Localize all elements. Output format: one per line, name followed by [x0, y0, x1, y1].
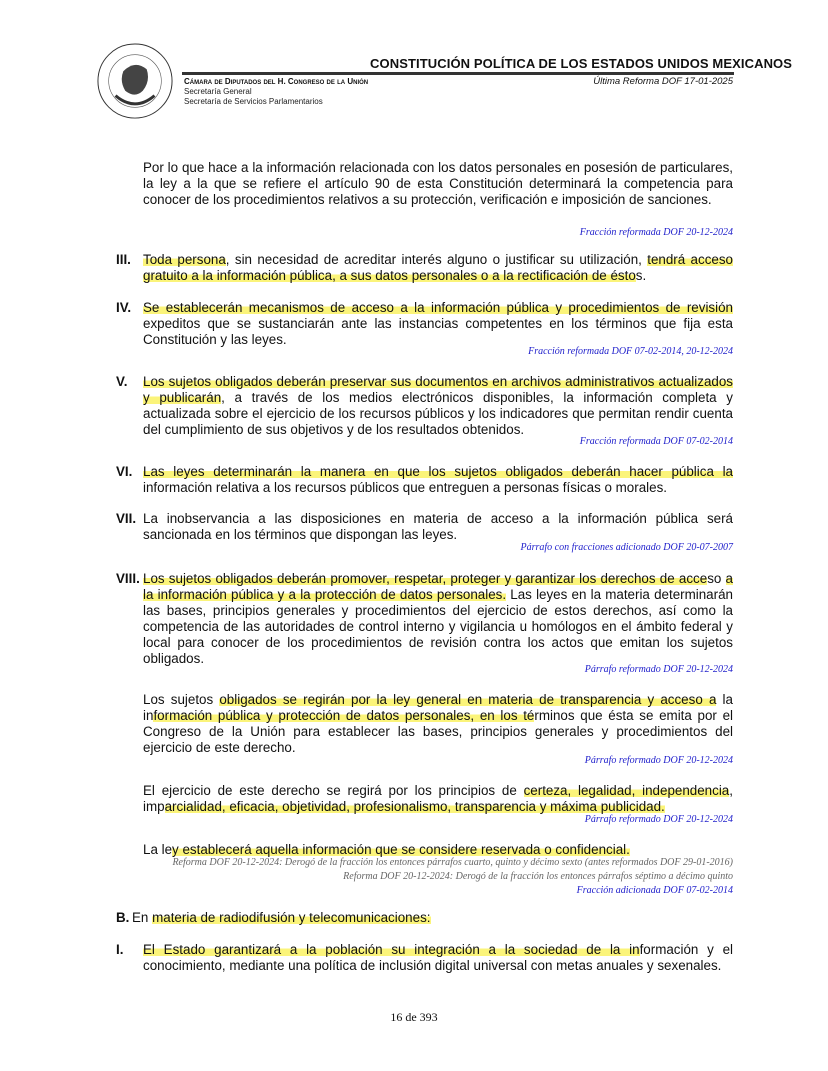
highlighted-text: certeza, legalidad, independencia — [523, 783, 730, 798]
last-reform-date: Última Reforma DOF 17-01-2025 — [593, 76, 733, 87]
highlighted-text: Las leyes determinarán la manera en que los sujetos obligados deberán hacer pública la — [143, 464, 733, 479]
fraction-number: III. — [116, 252, 131, 267]
fraction-number: I. — [116, 942, 124, 957]
highlighted-text: Toda persona — [143, 252, 226, 267]
highlighted-text: Los sujetos obligados deberán preservar sus documentos en archivos administrativos actualizados y publicarán — [143, 374, 733, 405]
mexican-coat-of-arms-seal — [96, 42, 174, 120]
text-segment: s. — [635, 268, 647, 283]
reform-note: Fracción adicionada DOF 07-02-2014 — [576, 885, 733, 896]
highlighted-text: formación pública y protección de datos personales, en los té — [153, 708, 535, 723]
text-segment: Los sujetos — [143, 692, 220, 707]
reform-note: Párrafo reformado DOF 20-12-2024 — [584, 755, 733, 766]
fraction-number: B. — [116, 910, 130, 925]
paragraph — [143, 160, 733, 208]
text-segment: la in — [143, 692, 733, 723]
fraction-number: VIII. — [116, 571, 140, 586]
reform-note: Fracción reformada DOF 07-02-2014 — [579, 436, 733, 447]
reform-note: Párrafo con fracciones adicionado DOF 20-07-2007 — [520, 542, 733, 553]
text-segment: Las leyes en la materia determinarán las bases, principios generales y procedimientos del ejercicio de estos derechos, así como la competencia de las autoridades de control interno y vigilancia u homólogos en el ámbito federal y local para conocer de los procedimientos de revisión contra los actos que emitan los sujetos obligados. — [143, 587, 733, 666]
text-segment: , a través de los medios electrónicos disponibles, la información completa y actualizada sobre el ejercicio de los recursos públicos y los indicadores que permitan rendir cuenta del cumplimiento de sus objetivos y de los resultados obtenidos. — [143, 390, 733, 437]
secretaria-general: Secretaría General — [184, 87, 252, 96]
fraction-number: V. — [116, 374, 128, 389]
paragraph — [143, 374, 733, 438]
reform-note: Párrafo reformado DOF 20-12-2024 — [584, 664, 733, 675]
highlighted-text: Los sujetos obligados deberán promover, respetar, proteger y garantizar los derechos de acce — [143, 571, 708, 586]
highlighted-text: a la información pública y a la protección de datos personales. — [143, 571, 733, 602]
document-title: CONSTITUCIÓN POLÍTICA DE LOS ESTADOS UNIDOS MEXICANOS — [370, 56, 793, 71]
paragraph — [132, 910, 733, 926]
paragraph — [143, 511, 733, 543]
text-segment: La le — [143, 842, 173, 857]
chamber-name: Cámara de Diputados del H. Congreso de la Unión — [184, 77, 369, 86]
text-segment: so — [707, 571, 726, 586]
text-segment: rminos que ésta se emita por el Congreso de la Unión para establecer las bases, principios generales y procedimientos del ejercicio de este derecho. — [143, 708, 733, 755]
fraction-number: VI. — [116, 464, 133, 479]
paragraph — [143, 464, 733, 496]
highlighted-text: y establecerá aquella información que se considere reservada o confidencial. — [172, 842, 630, 857]
text-segment: , sin necesidad de acreditar interés alguno o justificar su utilización, — [225, 252, 648, 267]
paragraph — [143, 252, 733, 284]
highlighted-text: arcialidad, eficacia, objetividad, profesionalismo, transparencia y máxima publicidad. — [164, 799, 665, 814]
page-number: 16 de 393 — [390, 1010, 438, 1024]
text-segment: La inobservancia a las disposiciones en materia de acceso a la información pública será sancionada en los términos que dispongan las leyes. — [143, 511, 733, 542]
text-segment: En — [132, 910, 153, 925]
text-segment: expeditos que se sustanciarán ante las instancias competentes en los términos que fija esta Constitución y las leyes. — [143, 316, 733, 347]
text-segment: formación y el conocimiento, mediante una política de inclusión digital universal con metas anuales y sexenales. — [143, 942, 733, 973]
paragraph — [143, 942, 733, 974]
reform-note: Reforma DOF 20-12-2024: Derogó de la fracción los entonces párrafos séptimo a décimo quinto — [343, 871, 733, 882]
text-segment: información relativa a los recursos públicos que entreguen a personas físicas o morales. — [143, 480, 667, 495]
reform-note: Fracción reformada DOF 07-02-2014, 20-12-2024 — [528, 346, 733, 357]
text-segment: El ejercicio de este derecho se regirá por los principios de — [143, 783, 524, 798]
paragraph — [143, 300, 733, 348]
paragraph — [143, 692, 733, 756]
reform-note: Reforma DOF 20-12-2024: Derogó de la fracción los entonces párrafos cuarto, quinto y décimo sexto (antes reformados DOF 29-01-2016) — [172, 857, 733, 868]
secretaria-servicios: Secretaría de Servicios Parlamentarios — [184, 97, 323, 106]
fraction-number: IV. — [116, 300, 132, 315]
header-rule — [182, 72, 734, 75]
paragraph — [143, 783, 733, 815]
text-segment: , imp — [143, 783, 733, 814]
paragraph — [143, 571, 733, 667]
fraction-number: VII. — [116, 511, 137, 526]
highlighted-text: obligados se regirán por la ley general en materia de transparencia y acceso a — [219, 692, 717, 707]
text-segment: Por lo que hace a la información relacionada con los datos personales en posesión de particulares, la ley a la que se refiere el artículo 90 de esta Constitución determinará la competencia para conocer de los procedimientos relativos a su protección, verificación e imposición de sanciones. — [143, 160, 733, 207]
highlighted-text: Se establecerán mecanismos de acceso a la información pública y procedimientos de revisión — [143, 300, 733, 315]
highlighted-text: El Estado garantizará a la población su integración a la sociedad de la in — [143, 942, 640, 957]
highlighted-text: tendrá acceso gratuito a la información pública, a sus datos personales o a la rectificación de ésto — [143, 252, 733, 283]
highlighted-text: materia de radiodifusión y telecomunicaciones: — [152, 910, 431, 925]
reform-note: Fracción reformada DOF 20-12-2024 — [579, 227, 733, 238]
reform-note: Párrafo reformado DOF 20-12-2024 — [584, 814, 733, 825]
